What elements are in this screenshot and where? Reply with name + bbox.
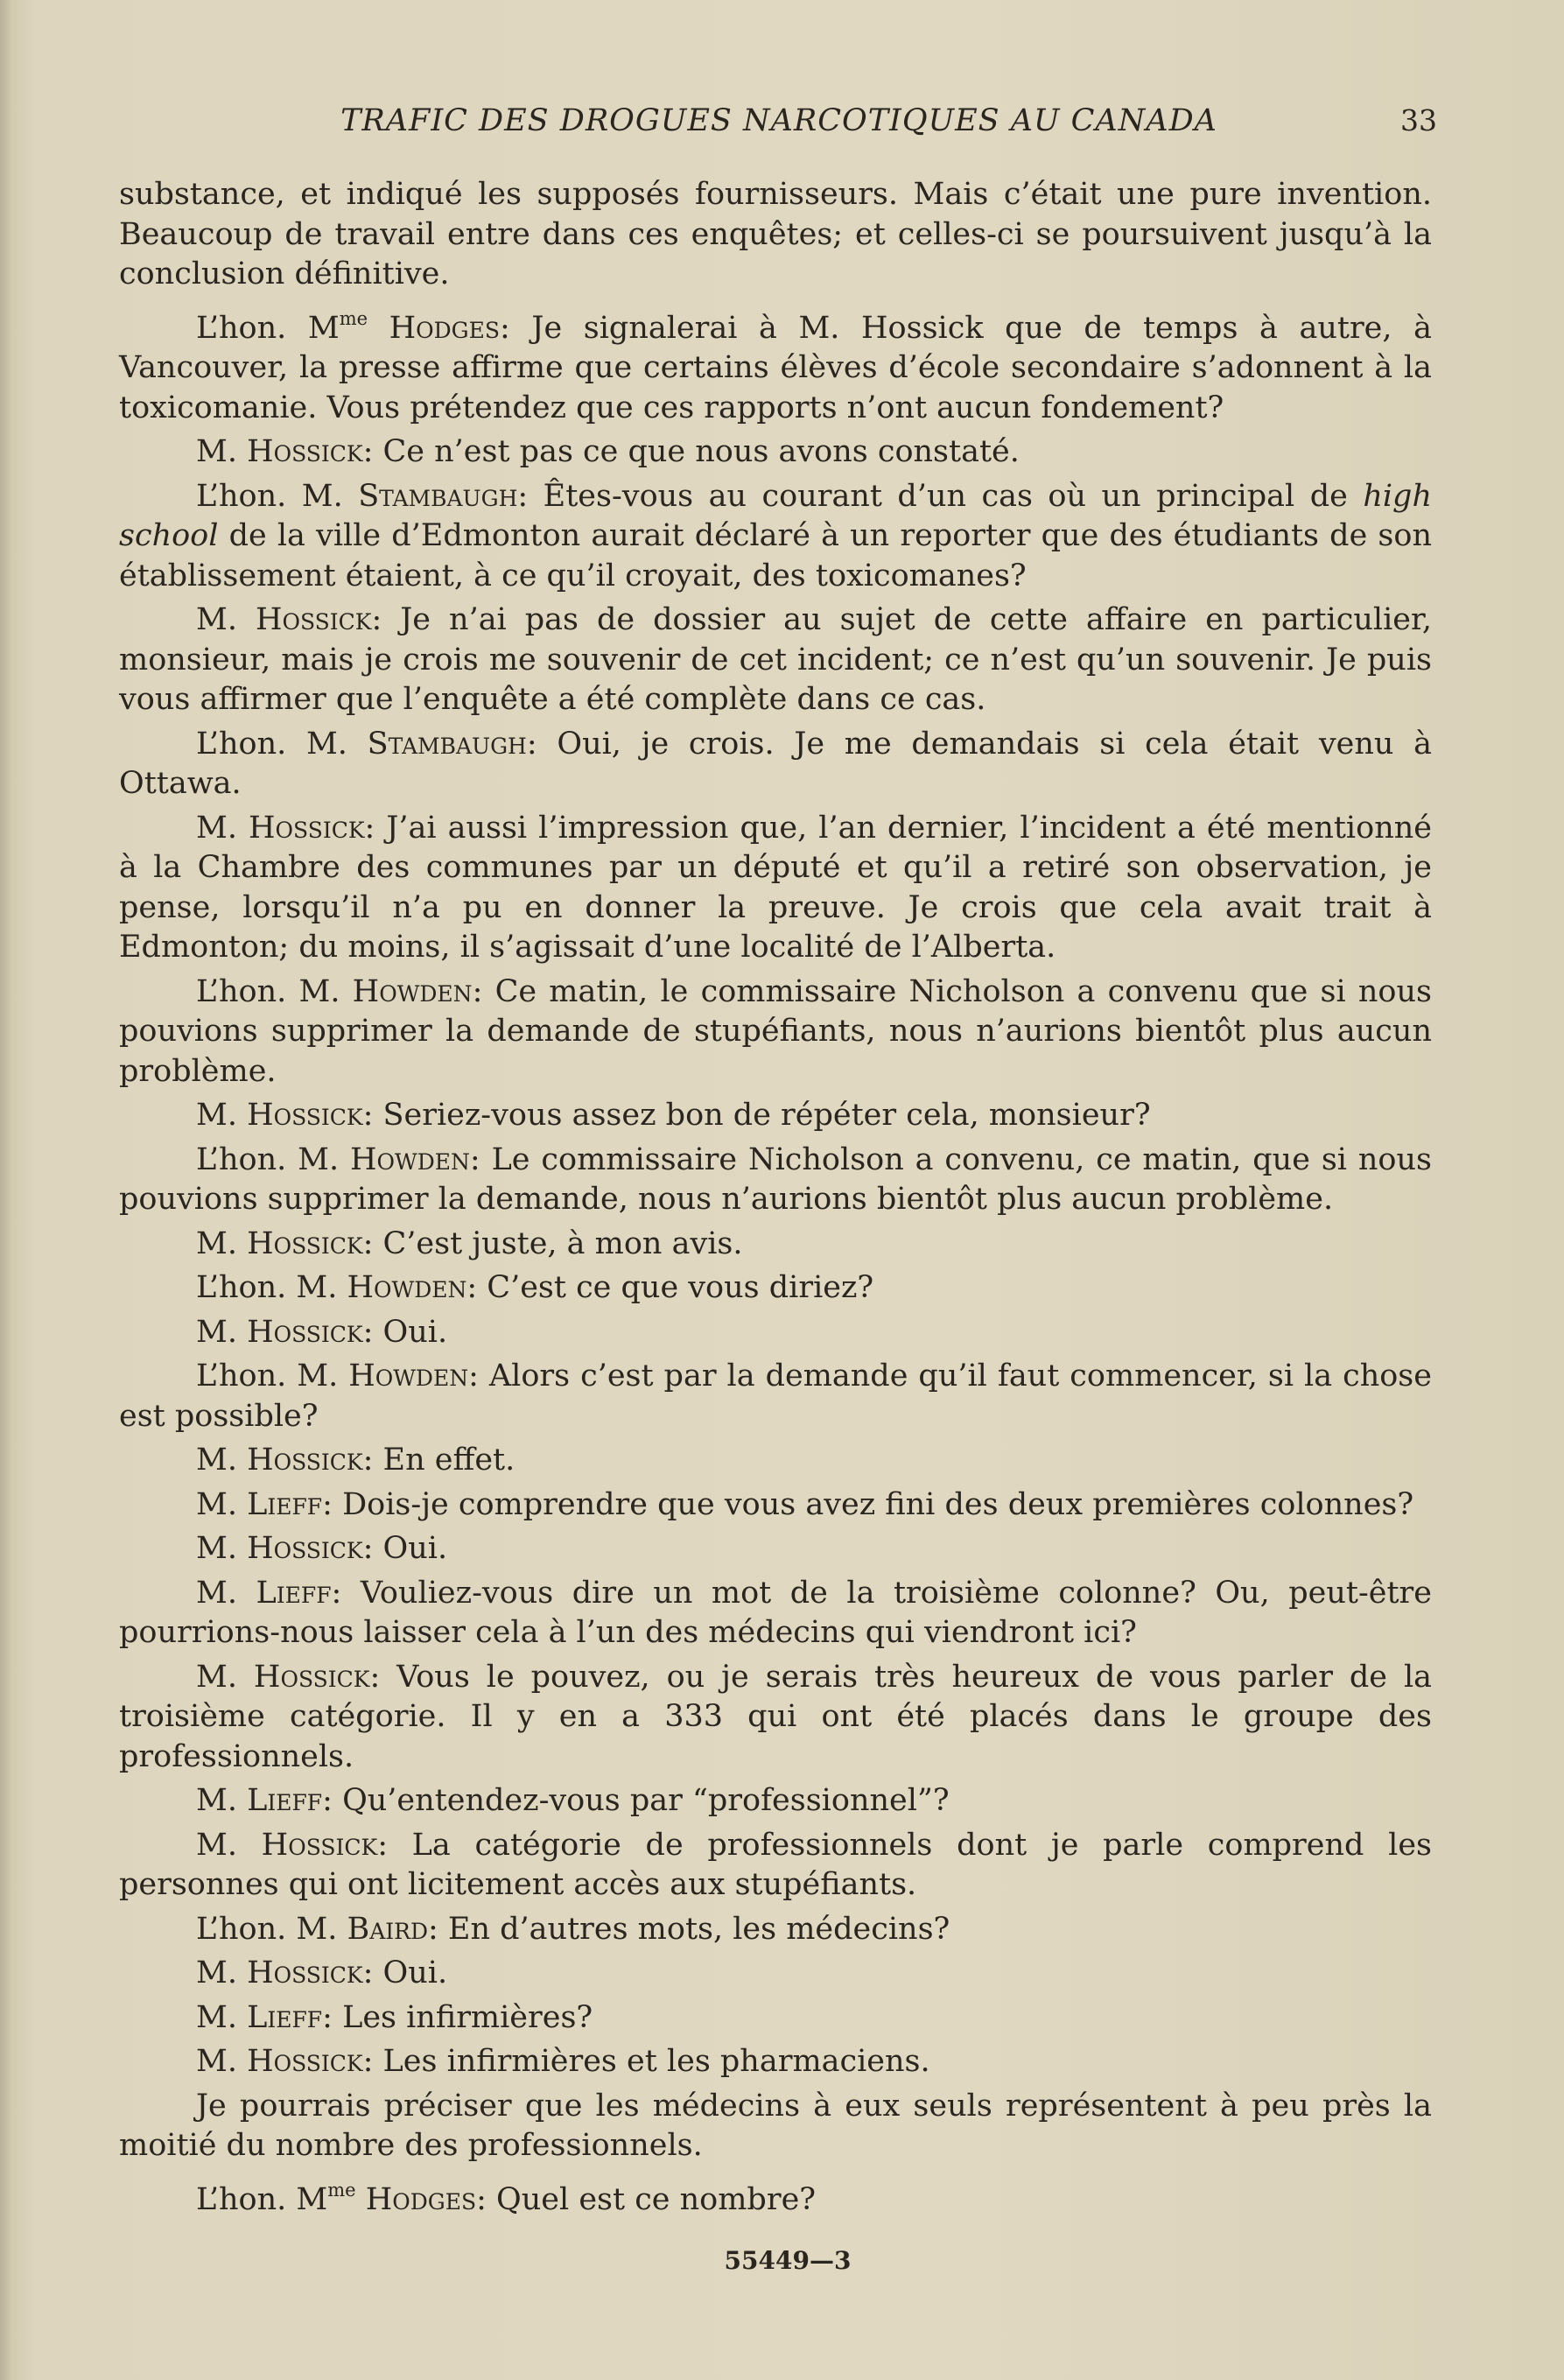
paragraph-text: : Ce matin, le commissaire Nicholson a convenu que si nous pouvions supprimer la demande de stupéfiants, nous n’aurions bientôt plus aucun problème.	[119, 973, 1432, 1089]
speaker-name: Stambaugh	[358, 478, 518, 514]
speaker-title: M.	[196, 1659, 254, 1695]
paragraph-text: : Les infirmières et les pharmaciens.	[362, 2044, 930, 2079]
speaker-title: L’hon. M.	[196, 973, 353, 1009]
speaker-title: M.	[196, 2044, 248, 2079]
paragraph	[119, 1910, 1432, 1950]
paragraph-text: : Ce n’est pas ce que nous avons constaté.	[362, 434, 1020, 469]
speaker-title: L’hon. M.	[196, 1141, 350, 1177]
paragraph-text: : La catégorie de professionnels dont je parle comprend les personnes qui ont licitement accès aux stupéfiants.	[119, 1827, 1432, 1902]
speaker-name: Stambaugh	[367, 726, 527, 762]
paragraph-text: : Vouliez-vous dire un mot de la troisième colonne? Ou, peut-être pourrions-nous laisser cela à l’un des médecins qui viendront ici?	[119, 1575, 1432, 1650]
speaker-title: L’hon. M.	[196, 1270, 347, 1305]
speaker-title: M.	[196, 1098, 248, 1133]
paragraph	[119, 1529, 1432, 1569]
paragraph	[119, 809, 1432, 968]
speaker-name: Hossick	[247, 1531, 363, 1566]
speaker-name: Howden	[352, 973, 473, 1009]
italic-term: high school	[119, 478, 1432, 553]
speaker-title: L’hon. M.	[196, 726, 368, 762]
paragraph	[119, 1441, 1432, 1481]
paragraph-text: : En effet.	[362, 1443, 515, 1478]
speaker-name: Hossick	[247, 1955, 363, 1990]
speaker-title: M.	[196, 810, 249, 846]
paragraph	[119, 1781, 1432, 1822]
paragraph-text: : Oui.	[362, 1955, 448, 1990]
paragraph-text: de la ville d’Edmonton aurait déclaré à un reporter que des étudiants de son établissement étaient, à ce qu’il croyait, des toxicomanes?	[119, 518, 1432, 593]
paragraph	[119, 1225, 1432, 1265]
paragraph	[119, 1826, 1432, 1906]
speaker-name: Lieff	[247, 1486, 323, 1522]
paragraph-text: : Quel est ce nombre?	[476, 2181, 817, 2217]
speaker-name: Hossick	[247, 1443, 363, 1478]
paragraph-text: : Oui.	[362, 1531, 448, 1566]
paragraph	[119, 299, 1432, 429]
speaker-title: M.	[196, 1225, 248, 1261]
paragraph	[119, 2171, 1432, 2221]
paragraph	[119, 2042, 1432, 2082]
speaker-title: M.	[196, 1486, 248, 1522]
paragraph-text: : Qu’entendez-vous par “professionnel”?	[322, 1783, 950, 1818]
speaker-title: M.	[196, 1314, 248, 1350]
speaker-title-superscript: me	[339, 307, 368, 329]
speaker-name: Hossick	[247, 1314, 363, 1350]
paragraph	[119, 1096, 1432, 1136]
paragraph-text: : Êtes-vous au courant d’un cas où un principal de	[517, 478, 1364, 514]
paragraph-text: : C’est juste, à mon avis.	[362, 1225, 743, 1261]
speaker-title: M.	[196, 1443, 248, 1478]
speaker-title: L’hon. M	[196, 2181, 328, 2217]
paragraph-text: : Je n’ai pas de dossier au sujet de cette affaire en particulier, monsieur, mais je crois me souvenir de cet incident; ce n’est qu’un souvenir. Je puis vous affirmer que l’enquête a été complète dans ce cas.	[119, 602, 1432, 717]
paragraph	[119, 600, 1432, 720]
paragraph-text: : Seriez-vous assez bon de répéter cela, monsieur?	[362, 1098, 1151, 1133]
speaker-name: Hossick	[247, 1225, 363, 1261]
paragraph	[119, 1998, 1432, 2039]
body-text	[119, 175, 1432, 2224]
speaker-name: Howden	[348, 1358, 469, 1394]
paragraph-text: : Je signalerai à M. Hossick que de temps à autre, à Vancouver, la presse affirme que certains élèves d’école secondaire s’adonnent à la toxicomanie. Vous prétendez que ces rapports n’ont aucun fondement?	[119, 310, 1432, 425]
paragraph	[119, 1141, 1432, 1220]
speaker-title: L’hon. M.	[196, 1911, 347, 1947]
speaker-title: M.	[196, 1827, 262, 1863]
paragraph	[119, 725, 1432, 804]
speaker-title: M.	[196, 602, 256, 637]
speaker-name: Hossick	[249, 810, 365, 846]
speaker-name: Baird	[347, 1911, 429, 1947]
paragraph-text: : En d’autres mots, les médecins?	[428, 1911, 950, 1947]
speaker-name: Lieff	[247, 1999, 323, 2035]
paragraph-text: Je pourrais préciser que les médecins à eux seuls représentent à peu près la moitié du nombre des professionnels.	[119, 2088, 1432, 2163]
paragraph	[119, 2087, 1432, 2166]
speaker-title: M.	[196, 1783, 248, 1818]
paragraph	[119, 972, 1432, 1092]
speaker-name: Howden	[347, 1270, 467, 1305]
paragraph-text: : Le commissaire Nicholson a convenu, ce matin, que si nous pouvions supprimer la demande, nous n’aurions bientôt plus aucun problème.	[119, 1141, 1432, 1217]
paragraph	[119, 477, 1432, 597]
speaker-name: Hossick	[255, 602, 372, 637]
running-title: TRAFIC DES DROGUES NARCOTIQUES AU CANADA	[340, 103, 1217, 138]
paragraph	[119, 1574, 1432, 1653]
paragraph	[119, 175, 1432, 295]
paragraph-text: : Oui.	[362, 1314, 448, 1350]
speaker-title: M.	[196, 1575, 256, 1611]
paragraph-text: : Vous le pouvez, ou je serais très heureux de vous parler de la troisième catégorie. Il y en a 333 qui ont été placés dans le groupe des professionnels.	[119, 1659, 1433, 1774]
paragraph	[119, 1268, 1432, 1309]
paragraph-text: substance, et indiqué les supposés fournisseurs. Mais c’était une pure invention. Beaucoup de travail entre dans ces enquêtes; et celles-ci se poursuivent jusqu’à la conclusion définitive.	[119, 177, 1432, 291]
speaker-name: Hossick	[247, 434, 363, 469]
paragraph	[119, 1357, 1432, 1436]
paragraph	[119, 1485, 1432, 1526]
speaker-name: Hossick	[261, 1827, 378, 1863]
speaker-title: L’hon. M.	[196, 478, 359, 514]
paragraph	[119, 432, 1432, 473]
paragraph-text: : J’ai aussi l’impression que, l’an dernier, l’incident a été mentionné à la Chambre des communes par un député et qu’il a retiré son observation, je pense, lorsqu’il n’a pu en donner la preuve. Je crois que cela avait trait à Edmonton; du moins, il s’agissait d’une localité de l’Alberta.	[119, 810, 1432, 965]
paragraph	[119, 1313, 1432, 1353]
speaker-title-superscript: me	[327, 2179, 356, 2201]
speaker-title: M.	[196, 434, 248, 469]
speaker-name: Hodges	[365, 2181, 477, 2217]
speaker-name: Hossick	[247, 1098, 363, 1133]
speaker-name: Hossick	[253, 1659, 370, 1695]
speaker-name: Lieff	[247, 1783, 323, 1818]
speaker-name: Hodges	[389, 310, 501, 346]
speaker-name: Hossick	[247, 2044, 363, 2079]
signature-mark: 55449—3	[724, 2246, 852, 2275]
paragraph	[119, 1658, 1432, 1778]
page-number: 33	[1400, 103, 1437, 137]
speaker-title: M.	[196, 1531, 248, 1566]
speaker-title: M.	[196, 1955, 248, 1990]
speaker-name: Howden	[350, 1141, 470, 1177]
paragraph	[119, 1954, 1432, 1994]
paragraph-text: : Dois-je comprendre que vous avez fini des deux premières colonnes?	[322, 1486, 1414, 1522]
speaker-name: Lieff	[256, 1575, 332, 1611]
speaker-title: L’hon. M	[196, 310, 340, 346]
paragraph-text: : Les infirmières?	[322, 1999, 593, 2035]
paragraph-text: : C’est ce que vous diriez?	[466, 1270, 874, 1305]
speaker-title: M.	[196, 1999, 248, 2035]
speaker-title: L’hon. M.	[196, 1358, 349, 1394]
paragraph-text: : Oui, je crois. Je me demandais si cela était venu à Ottawa.	[119, 726, 1432, 801]
paragraph-text: : Alors c’est par la demande qu’il faut commencer, si la chose est possible?	[119, 1358, 1432, 1434]
